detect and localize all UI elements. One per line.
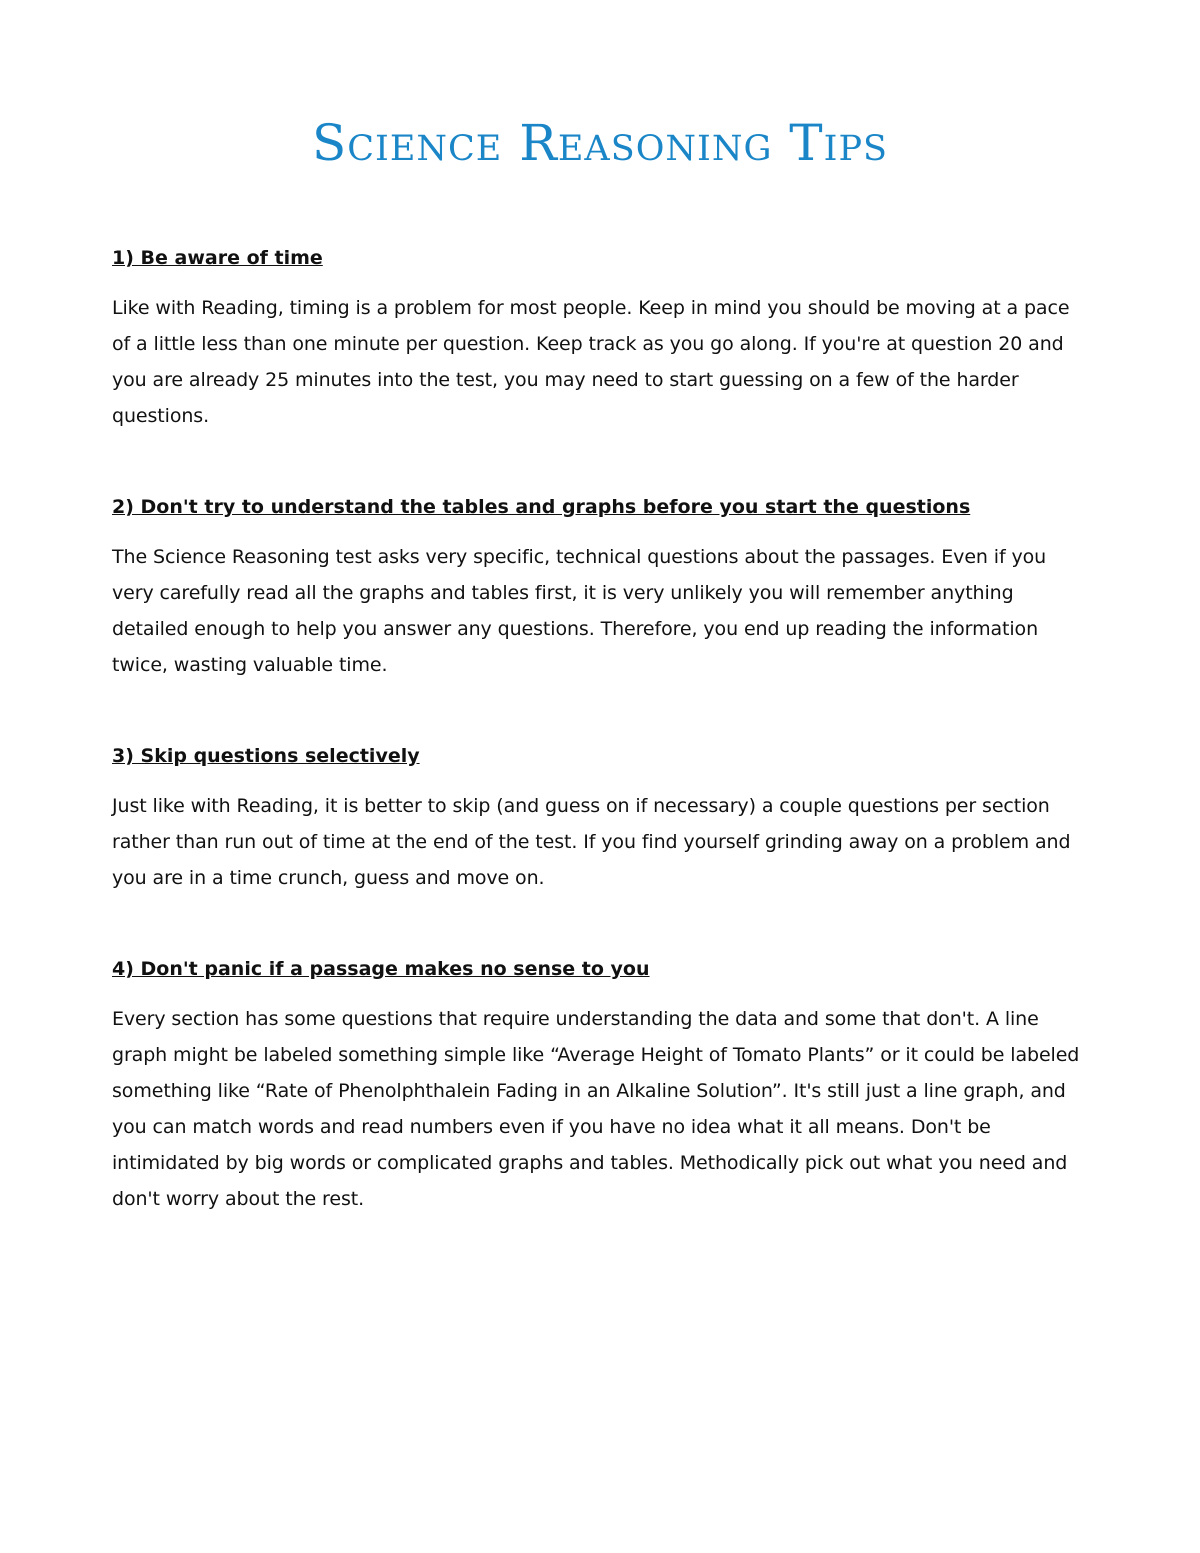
tip-heading-3: 3) Skip questions selectively bbox=[112, 745, 420, 767]
page-title: Science Reasoning Tips bbox=[311, 114, 889, 172]
tip-body-3: Just like with Reading, it is better to skip (and guess on if necessary) a couple questions per section rather than run out of time at the end of the test. If you find yourself grinding away on a problem and you are in a time crunch, guess and move on. bbox=[112, 795, 1071, 889]
tip-body-1: Like with Reading, timing is a problem for most people. Keep in mind you should be moving at a pace of a little less than one minute per question. Keep track as you go along. If you're at question 20 and you are already 25 minutes into the test, you may need to start guessing on a few of the harder questions. bbox=[112, 297, 1070, 427]
tip-section-1 bbox=[112, 245, 1092, 434]
tip-section-4 bbox=[112, 956, 1092, 1217]
tip-body-4: Every section has some questions that require understanding the data and some that don't. A line graph might be labeled something simple like “Average Height of Tomato Plants” or it could be labeled something like “Rate of Phenolphthalein Fading in an Alkaline Solution”. It's still just a line graph, and you can match words and read numbers even if you have no idea what it all means. Don't be intimidated by big words or complicated graphs and tables. Methodically pick out what you need and don't worry about the rest. bbox=[112, 1008, 1080, 1210]
tip-body-2: The Science Reasoning test asks very specific, technical questions about the passages. Even if you very carefully read all the graphs and tables first, it is very unlikely you will remember anything detailed enough to help you answer any questions. Therefore, you end up reading the information twice, wasting valuable time. bbox=[112, 546, 1047, 676]
tip-heading-1: 1) Be aware of time bbox=[112, 247, 323, 269]
tip-heading-4: 4) Don't panic if a passage makes no sense to you bbox=[112, 958, 650, 980]
tip-section-3 bbox=[112, 743, 1092, 896]
tip-section-2 bbox=[112, 494, 1092, 683]
tip-heading-2: 2) Don't try to understand the tables and graphs before you start the questions bbox=[112, 496, 971, 518]
